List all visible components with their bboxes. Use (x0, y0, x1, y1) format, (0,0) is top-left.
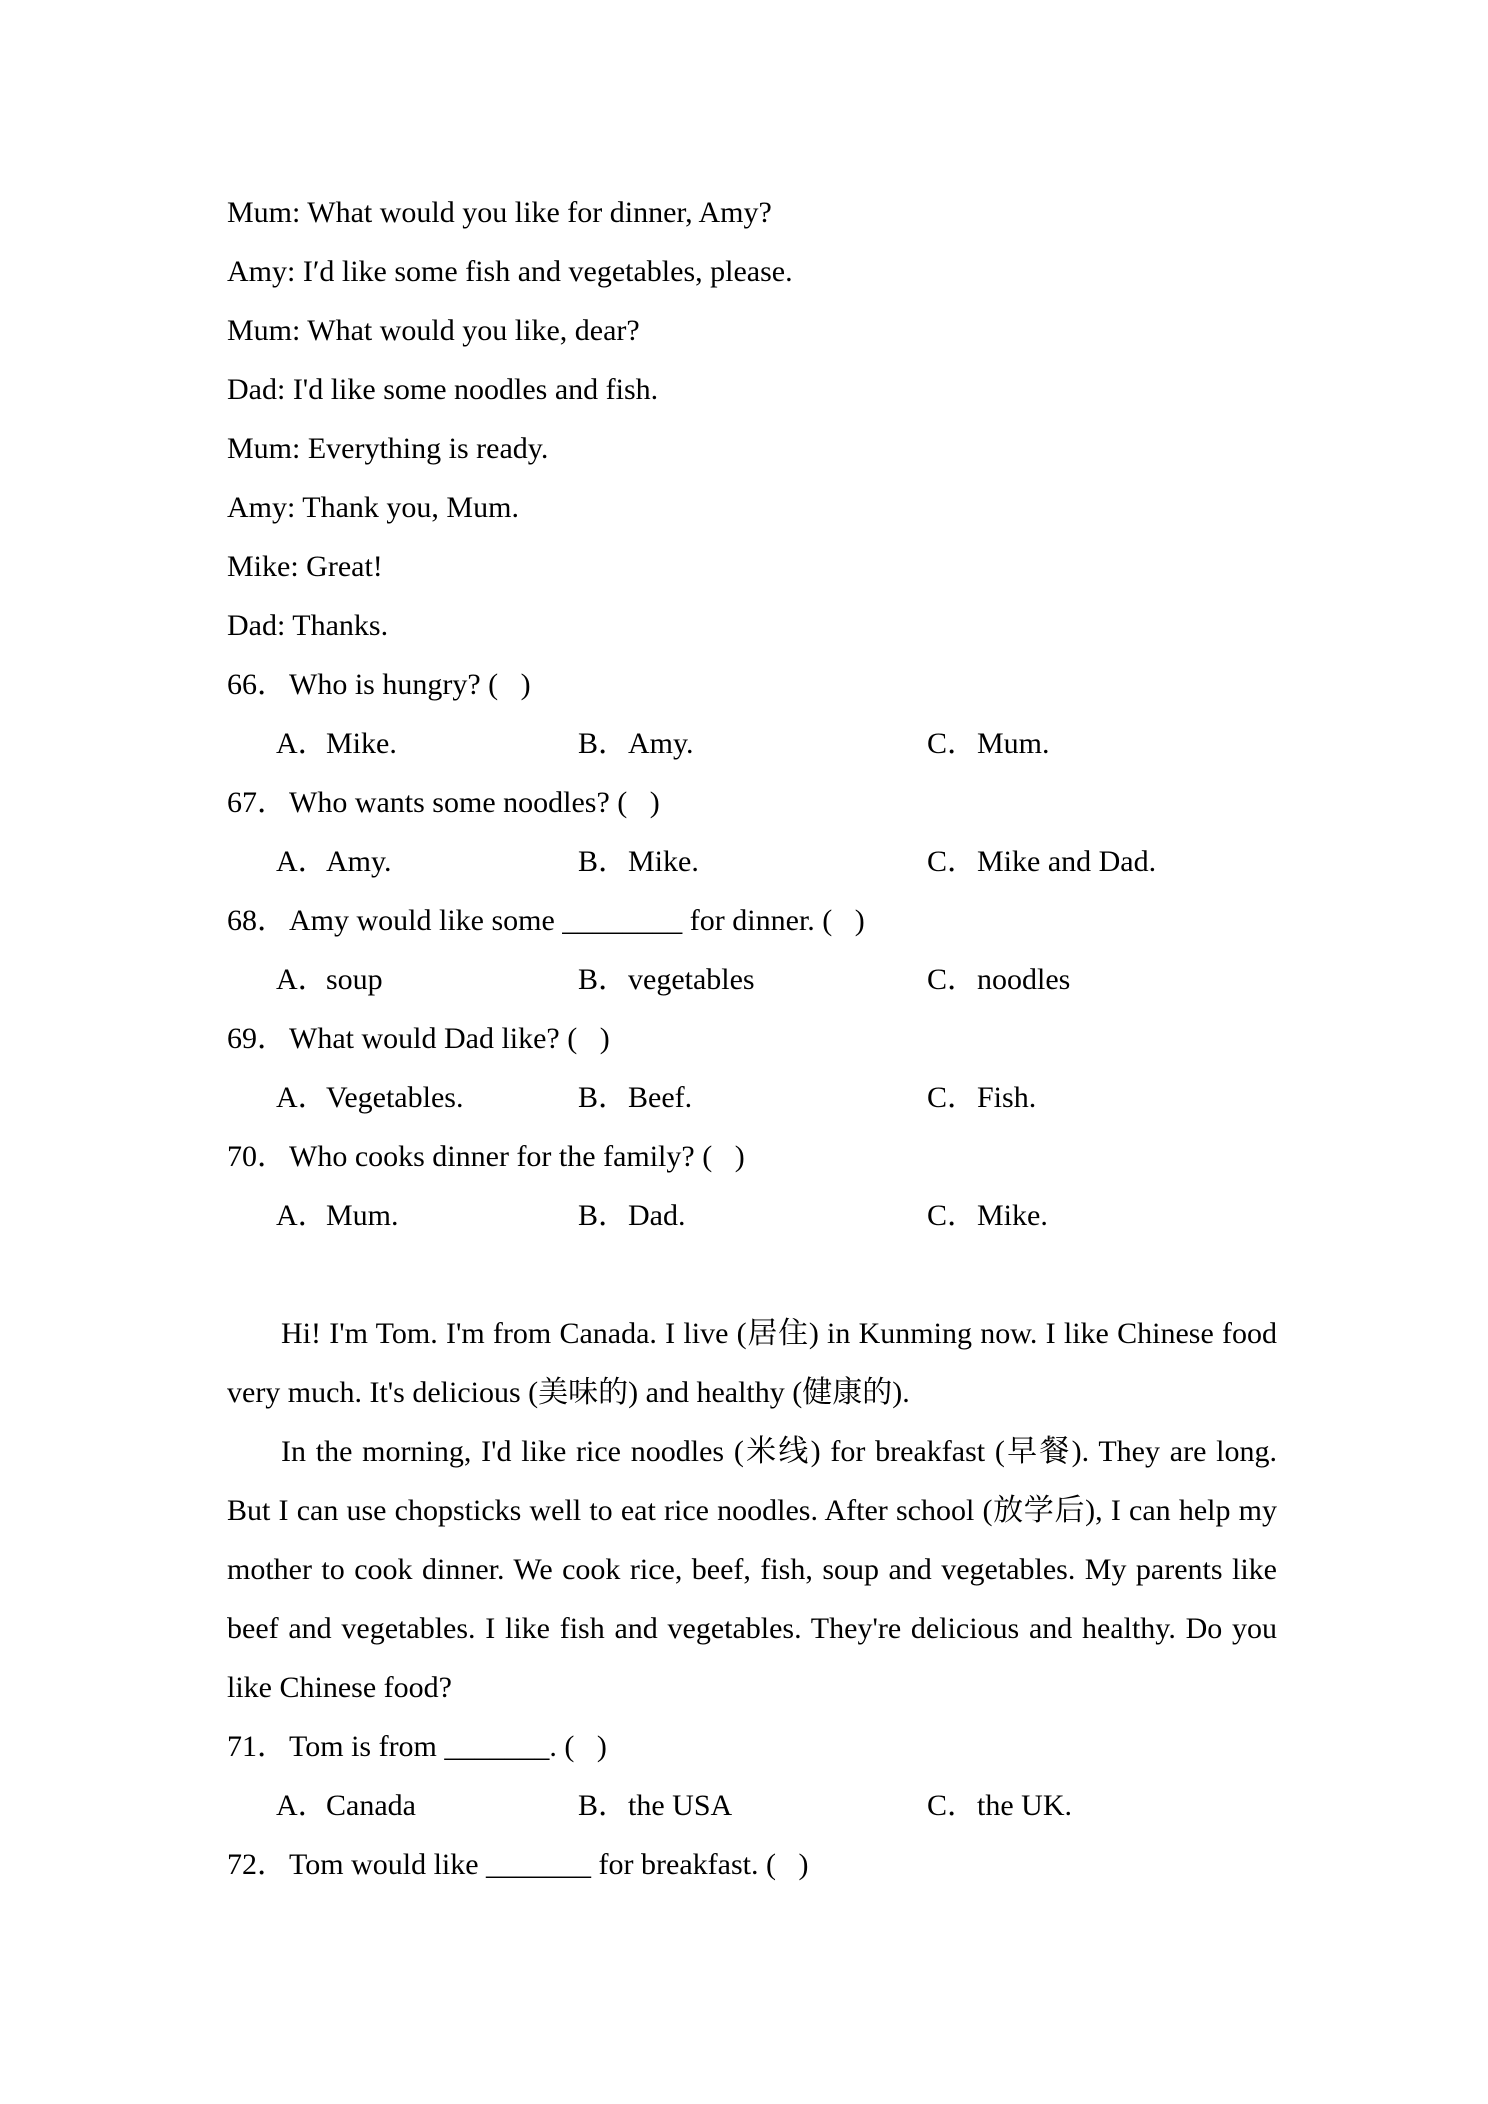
section-gap (227, 1245, 1277, 1304)
dialogue-line: Mum: Everything is ready. (227, 432, 549, 465)
option-text: Amy. (326, 845, 392, 878)
passage-line: Hi! I'm Tom. I'm from Canada. I live (居住) in Kunming now. I like Chinese food (281, 1317, 1277, 1350)
option-text: soup (326, 963, 383, 996)
option-b (578, 1186, 685, 1245)
options-66 (227, 714, 1277, 773)
question-number: 68． (227, 904, 287, 937)
option-label: B． (578, 1081, 629, 1114)
passage-paragraph (227, 1304, 1277, 1422)
option-text: Mike and Dad. (977, 845, 1157, 878)
option-label: B． (578, 963, 629, 996)
option-b (578, 1068, 692, 1127)
dialogue-line: Mum: What would you like for dinner, Amy? (227, 196, 772, 229)
question-69 (227, 1009, 1277, 1068)
option-text: Mum. (977, 727, 1050, 760)
option-label: C． (927, 1081, 978, 1114)
question-number: 70． (227, 1140, 287, 1173)
option-label: C． (927, 1789, 978, 1822)
options-69 (227, 1068, 1277, 1127)
question-text: Who cooks dinner for the family? ( ) (289, 1140, 745, 1173)
question-number: 66． (227, 668, 287, 701)
option-c (927, 1068, 1036, 1127)
option-text: Vegetables. (326, 1081, 464, 1114)
option-b (578, 1776, 732, 1835)
question-number: 72． (227, 1848, 287, 1881)
document-content (227, 183, 1277, 1894)
option-text: vegetables (628, 963, 755, 996)
option-c (927, 832, 1156, 891)
question-text: What would Dad like? ( ) (289, 1022, 610, 1055)
option-label: B． (578, 1199, 629, 1232)
option-label: C． (927, 727, 978, 760)
option-label: C． (927, 963, 978, 996)
passage-line: But I can use chopsticks well to eat rice noodles. After school (放学后), I can help my (227, 1494, 1277, 1527)
option-text: Beef. (628, 1081, 693, 1114)
question-71 (227, 1717, 1277, 1776)
option-b (578, 714, 694, 773)
dialogue-line: Dad: Thanks. (227, 609, 389, 642)
option-label: A． (276, 845, 328, 878)
passage-line: like Chinese food? (227, 1671, 452, 1704)
question-text: Who is hungry? ( ) (289, 668, 531, 701)
option-text: the USA (628, 1789, 733, 1822)
question-text: Who wants some noodles? ( ) (289, 786, 660, 819)
question-72 (227, 1835, 1277, 1894)
question-70 (227, 1127, 1277, 1186)
passage-line: In the morning, I'd like rice noodles (米线) for breakfast (早餐). They are long. (281, 1435, 1277, 1468)
passage-line: mother to cook dinner. We cook rice, beef, fish, soup and vegetables. My parents like (227, 1553, 1277, 1586)
dialogue-line: Dad: I'd like some noodles and fish. (227, 373, 659, 406)
option-text: Mike. (628, 845, 699, 878)
options-67 (227, 832, 1277, 891)
passage-line: beef and vegetables. I like fish and vegetables. They're delicious and healthy. Do you (227, 1612, 1277, 1645)
option-c (927, 1186, 1048, 1245)
dialogue-line: Amy: I′d like some fish and vegetables, please. (227, 255, 793, 288)
option-a (276, 1068, 463, 1127)
option-label: A． (276, 963, 328, 996)
option-label: A． (276, 1081, 328, 1114)
option-text: the UK. (977, 1789, 1072, 1822)
dialogue-line: Amy: Thank you, Mum. (227, 491, 519, 524)
option-b (578, 832, 699, 891)
question-number: 67． (227, 786, 287, 819)
option-c (927, 714, 1050, 773)
dialogue-line: Mike: Great! (227, 550, 383, 583)
option-text: Mum. (326, 1199, 399, 1232)
option-label: B． (578, 727, 629, 760)
option-text: Mike. (977, 1199, 1048, 1232)
option-label: A． (276, 727, 328, 760)
option-text: noodles (977, 963, 1071, 996)
question-67 (227, 773, 1277, 832)
options-68 (227, 950, 1277, 1009)
reading-passage (227, 1304, 1277, 1717)
option-a (276, 1186, 399, 1245)
option-label: B． (578, 1789, 629, 1822)
option-c (927, 1776, 1072, 1835)
question-text: Amy would like some ________ for dinner. ( ) (289, 904, 865, 937)
option-a (276, 832, 392, 891)
option-text: Amy. (628, 727, 694, 760)
option-a (276, 1776, 416, 1835)
option-text: Canada (326, 1789, 416, 1822)
option-text: Fish. (977, 1081, 1037, 1114)
option-b (578, 950, 755, 1009)
option-label: C． (927, 845, 978, 878)
option-label: A． (276, 1789, 328, 1822)
option-label: A． (276, 1199, 328, 1232)
question-number: 69． (227, 1022, 287, 1055)
option-a (276, 950, 383, 1009)
question-66 (227, 655, 1277, 714)
question-text: Tom would like _______ for breakfast. ( ) (289, 1848, 809, 1881)
dialogue-line: Mum: What would you like, dear? (227, 314, 640, 347)
question-68 (227, 891, 1277, 950)
options-71 (227, 1776, 1277, 1835)
option-text: Dad. (628, 1199, 686, 1232)
passage-paragraph (227, 1422, 1277, 1717)
option-text: Mike. (326, 727, 397, 760)
option-a (276, 714, 397, 773)
option-label: C． (927, 1199, 978, 1232)
option-c (927, 950, 1070, 1009)
question-number: 71． (227, 1730, 287, 1763)
option-label: B． (578, 845, 629, 878)
question-text: Tom is from _______. ( ) (289, 1730, 607, 1763)
passage-line: very much. It's delicious (美味的) and healthy (健康的). (227, 1376, 910, 1409)
options-70 (227, 1186, 1277, 1245)
